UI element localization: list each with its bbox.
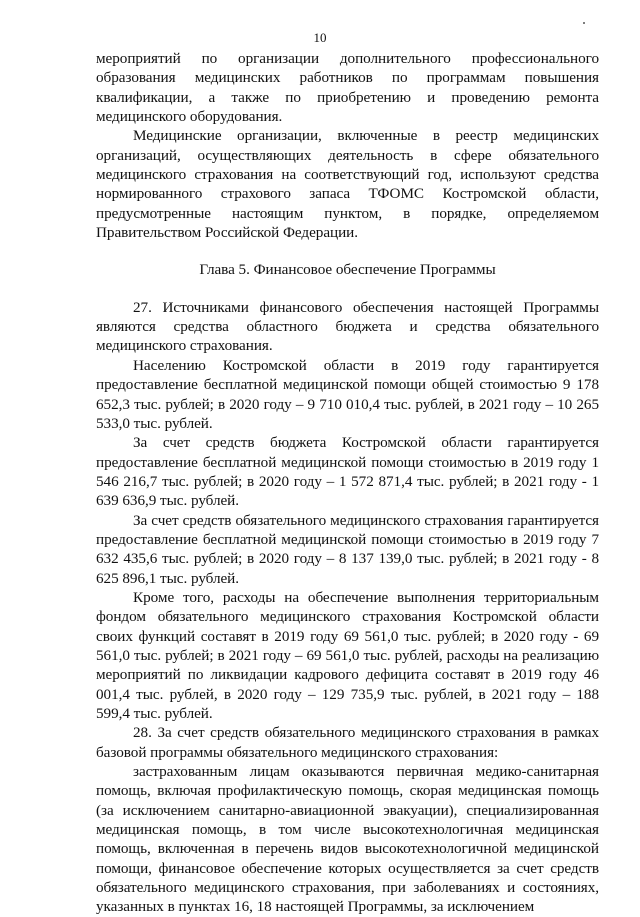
document-body [96, 49, 599, 917]
paragraph-regional-budget: За счет средств бюджета Костромской области гарантируется предоставление бесплатной медицинской помощи стоимостью в 2019 году 1 546 216,7 тыс. рублей; в 2020 году – 1 572 871,4 тыс. рублей; в 2021 году - 1 639 636,9 тыс. рублей. [96, 434, 599, 510]
paragraph-medical-organizations: Медицинские организации, включенные в реестр медицинских организаций, осуществляющих деятельность в сфере обязательного медицинского страхования на соответствующий год, используют средства нормированного страхового запаса ТФОМС Костромской области, предусмотренные настоящим пунктом, в порядке, определяемом Правительством Российской Федерации. [96, 127, 599, 242]
paragraph-insured-persons: застрахованным лицам оказываются первичная медико-санитарная помощь, включая профилактическую помощь, скорая медицинская помощь (за исключением санитарно-авиационной эвакуации), специализированная медицинская помощь, в том числе высокотехнологичная медицинская помощь, включенная в перечень видов высокотехнологичной медицинской помощи, финансовое обеспечение которых осуществляется за счет средств обязательного медицинского страхования, при заболеваниях и состояниях, указанных в пунктах 16, 18 настоящей Программы, за исключением [96, 763, 599, 916]
chapter-heading: Глава 5. Финансовое обеспечение Программы [199, 261, 496, 279]
page-number: 10 [313, 30, 327, 45]
paragraph-27-sources: 27. Источниками финансового обеспечения настоящей Программы являются средства областного бюджета и средства обязательного медицинского страхования. [96, 298, 599, 355]
paragraph-28-base-program: 28. За счет средств обязательного медицинского страхования в рамках базовой программы обязательного медицинского страхования: [96, 724, 599, 761]
scan-speck [583, 22, 585, 24]
paragraph-additional-expenses: Кроме того, расходы на обеспечение выполнения территориальным фондом обязательного медицинского страхования Костромской области своих функций составят в 2019 году 69 561,0 тыс. рублей; в 2020 году - 69 561,0 тыс. рублей; в 2021 году – 69 561,0 тыс. рублей, расходы на реализацию мероприятий по ликвидации кадрового дефицита составят в 2019 году 46 001,4 тыс. рублей, в 2020 году – 129 735,9 тыс. рублей, в 2021 году – 188 599,4 тыс. рублей. [96, 588, 599, 722]
paragraph-oms-funds: За счет средств обязательного медицинского страхования гарантируется предоставление бесплатной медицинской помощи стоимостью в 2019 году 7 632 435,6 тыс. рублей; в 2020 году – 8 137 139,0 тыс. рублей; в 2021 году - 8 625 896,1 тыс. рублей. [96, 511, 599, 587]
paragraph-continuation: мероприятий по организации дополнительного профессионального образования медицинских работников по программам повышения квалификации, а также по приобретению и проведению ремонта медицинского оборудования. [96, 50, 599, 126]
paragraph-total-cost: Населению Костромской области в 2019 году гарантируется предоставление бесплатной медицинской помощи общей стоимостью 9 178 652,3 тыс. рублей; в 2020 году – 9 710 010,4 тыс. рублей, в 2021 году – 10 265 533,0 тыс. рублей. [96, 356, 599, 432]
